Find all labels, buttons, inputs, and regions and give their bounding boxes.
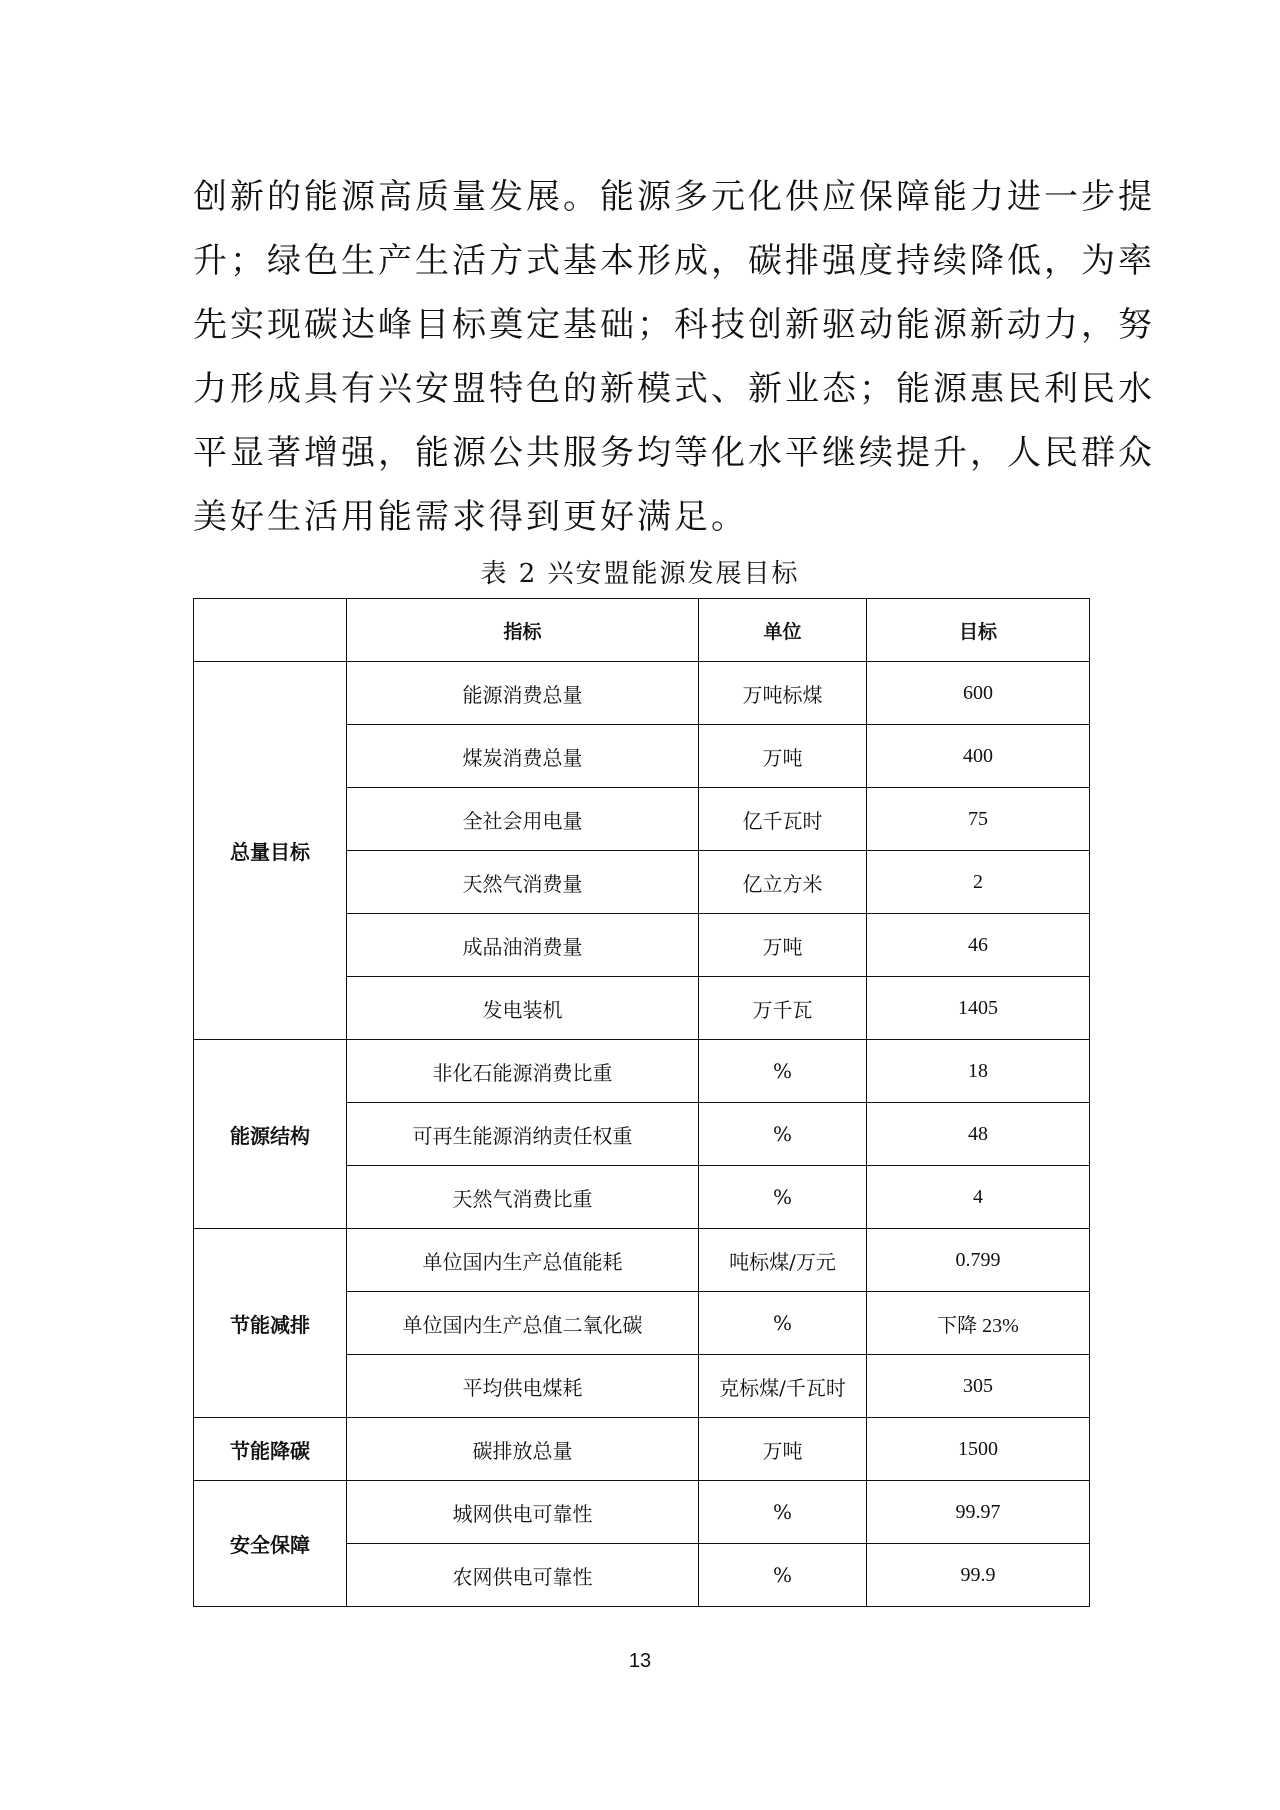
unit-cell: 亿立方米 bbox=[699, 851, 867, 914]
paragraph-line: 美好生活用能需求得到更好满足。 bbox=[193, 497, 748, 537]
target-cell: 4 bbox=[867, 1166, 1090, 1229]
target-cell: 48 bbox=[867, 1103, 1090, 1166]
indicator-cell: 天然气消费量 bbox=[347, 851, 699, 914]
category-cell: 节能降碳 bbox=[194, 1418, 347, 1481]
target-cell: 99.97 bbox=[867, 1481, 1090, 1544]
paragraph-line: 升；绿色生产生活方式基本形成，碳排强度持续降低，为率 bbox=[193, 241, 1155, 281]
unit-cell: 万吨标煤 bbox=[699, 662, 867, 725]
table-row bbox=[194, 1418, 1090, 1481]
unit-cell: 万吨 bbox=[699, 725, 867, 788]
target-cell: 1405 bbox=[867, 977, 1090, 1040]
table-row bbox=[194, 1481, 1090, 1544]
indicator-cell: 可再生能源消纳责任权重 bbox=[347, 1103, 699, 1166]
indicator-cell: 农网供电可靠性 bbox=[347, 1544, 699, 1607]
indicator-cell: 全社会用电量 bbox=[347, 788, 699, 851]
indicator-cell: 单位国内生产总值二氧化碳 bbox=[347, 1292, 699, 1355]
body-paragraph bbox=[193, 165, 1155, 549]
unit-cell: % bbox=[699, 1103, 867, 1166]
indicator-cell: 非化石能源消费比重 bbox=[347, 1040, 699, 1103]
table-body bbox=[194, 662, 1090, 1607]
indicator-cell: 发电装机 bbox=[347, 977, 699, 1040]
paragraph-line: 力形成具有兴安盟特色的新模式、新业态；能源惠民利民水 bbox=[193, 369, 1155, 409]
indicator-cell: 碳排放总量 bbox=[347, 1418, 699, 1481]
unit-cell: 吨标煤/万元 bbox=[699, 1229, 867, 1292]
indicator-cell: 天然气消费比重 bbox=[347, 1166, 699, 1229]
paragraph-line: 先实现碳达峰目标奠定基础；科技创新驱动能源新动力，努 bbox=[193, 305, 1155, 345]
target-cell: 0.799 bbox=[867, 1229, 1090, 1292]
unit-cell: % bbox=[699, 1544, 867, 1607]
target-cell: 305 bbox=[867, 1355, 1090, 1418]
category-cell: 总量目标 bbox=[194, 662, 347, 1040]
target-cell: 75 bbox=[867, 788, 1090, 851]
unit-cell: 万吨 bbox=[699, 1418, 867, 1481]
header-unit: 单位 bbox=[699, 599, 867, 662]
target-cell: 600 bbox=[867, 662, 1090, 725]
unit-cell: % bbox=[699, 1040, 867, 1103]
indicator-cell: 城网供电可靠性 bbox=[347, 1481, 699, 1544]
unit-cell: 亿千瓦时 bbox=[699, 788, 867, 851]
indicator-cell: 平均供电煤耗 bbox=[347, 1355, 699, 1418]
category-cell: 能源结构 bbox=[194, 1040, 347, 1229]
target-cell: 1500 bbox=[867, 1418, 1090, 1481]
header-indicator: 指标 bbox=[347, 599, 699, 662]
unit-cell: 万吨 bbox=[699, 914, 867, 977]
indicator-cell: 能源消费总量 bbox=[347, 662, 699, 725]
energy-targets-table bbox=[193, 598, 1090, 1607]
table-caption: 表 2 兴安盟能源发展目标 bbox=[480, 559, 800, 589]
unit-cell: % bbox=[699, 1292, 867, 1355]
category-cell: 安全保障 bbox=[194, 1481, 347, 1607]
target-cell: 2 bbox=[867, 851, 1090, 914]
target-cell: 46 bbox=[867, 914, 1090, 977]
header-target: 目标 bbox=[867, 599, 1090, 662]
unit-cell: % bbox=[699, 1481, 867, 1544]
indicator-cell: 煤炭消费总量 bbox=[347, 725, 699, 788]
table-header-row bbox=[194, 599, 1090, 662]
target-cell: 18 bbox=[867, 1040, 1090, 1103]
category-cell: 节能减排 bbox=[194, 1229, 347, 1418]
target-cell: 99.9 bbox=[867, 1544, 1090, 1607]
target-cell: 下降 23% bbox=[867, 1292, 1090, 1355]
indicator-cell: 成品油消费量 bbox=[347, 914, 699, 977]
unit-cell: % bbox=[699, 1166, 867, 1229]
unit-cell: 万千瓦 bbox=[699, 977, 867, 1040]
header-category bbox=[194, 599, 347, 662]
paragraph-line: 平显著增强，能源公共服务均等化水平继续提升，人民群众 bbox=[193, 433, 1155, 473]
page-number: 13 bbox=[628, 1650, 652, 1672]
indicator-cell: 单位国内生产总值能耗 bbox=[347, 1229, 699, 1292]
table-row bbox=[194, 1040, 1090, 1103]
paragraph-line: 创新的能源高质量发展。能源多元化供应保障能力进一步提 bbox=[193, 177, 1155, 217]
table-row bbox=[194, 662, 1090, 725]
unit-cell: 克标煤/千瓦时 bbox=[699, 1355, 867, 1418]
table-row bbox=[194, 1229, 1090, 1292]
target-cell: 400 bbox=[867, 725, 1090, 788]
